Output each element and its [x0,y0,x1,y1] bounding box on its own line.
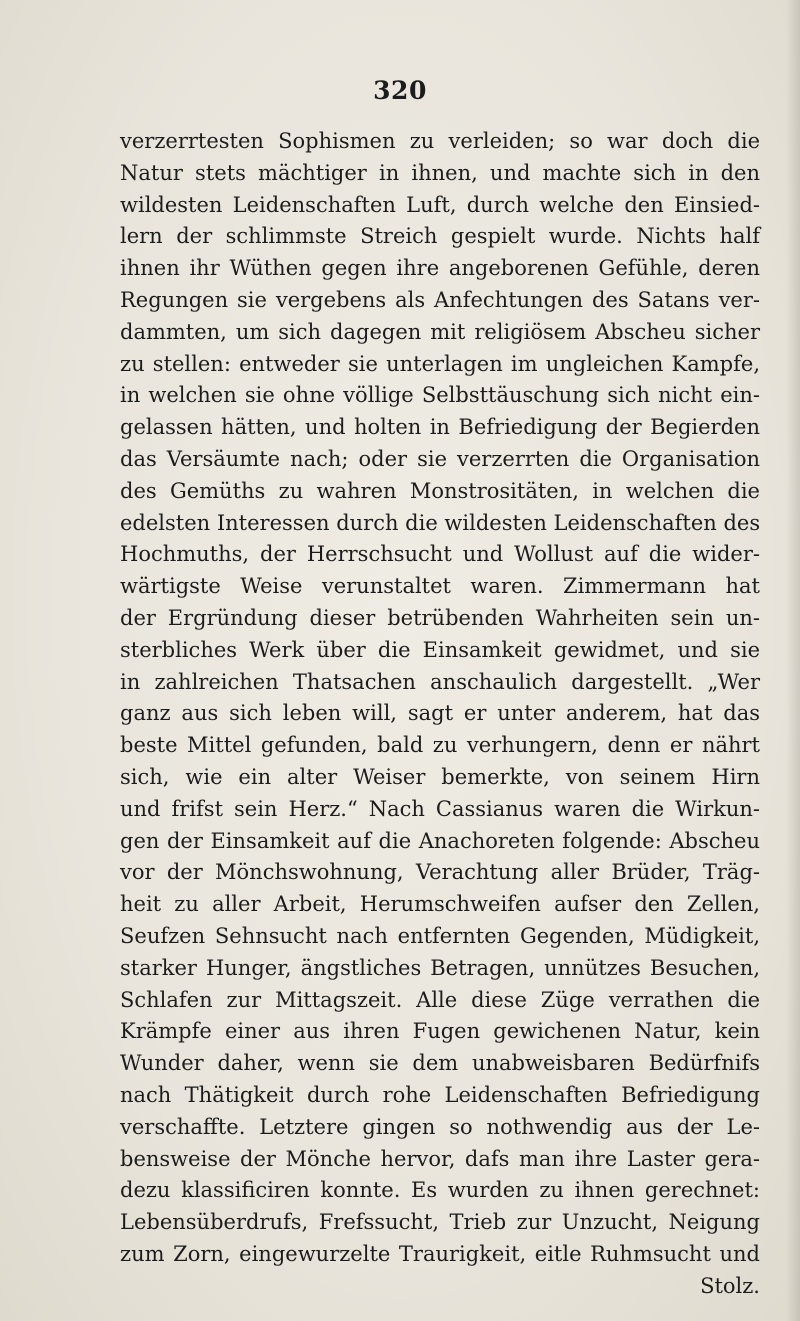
text-line: starker Hunger, ängstliches Betragen, unnützes Besuchen, [120,955,760,980]
text-line-last: Stolz. [700,1273,760,1298]
text-line: wildesten Leidenschaften Luft, durch welche den Einsied- [120,192,760,217]
text-line: Hochmuths, der Herrschsucht und Wollust auf die wider- [120,542,760,567]
text-line: nach Thätigkeit durch rohe Leidenschaften Befriedigung [120,1082,760,1107]
body-text [120,126,760,1302]
text-line: lern der schlimmste Streich gespielt wurde. Nichts half [120,224,760,249]
text-line: Seufzen Sehnsucht nach entfernten Gegenden, Müdigkeit, [120,923,760,948]
text-line: in zahlreichen Thatsachen anschaulich dargestellt. „Wer [120,669,760,694]
text-line: verzerrtesten Sophismen zu verleiden; so war doch die [120,129,760,153]
text-line: Natur stets mächtiger in ihnen, und machte sich in den [120,160,760,185]
text-line: Krämpfe einer aus ihren Fugen gewichenen Natur, kein [120,1019,760,1044]
text-line: ihnen ihr Wüthen gegen ihre angeborenen Gefühle, deren [120,256,760,281]
page-edge-shadow [786,0,800,1321]
text-line: sterbliches Werk über die Einsamkeit gewidmet, und sie [120,637,760,662]
text-line: zum Zorn, eingewurzelte Traurigkeit, eitle Ruhmsucht und [120,1241,760,1266]
text-line: Schlafen zur Mittagszeit. Alle diese Züge verrathen die [120,987,760,1012]
page-number: 320 [373,76,427,105]
text-line: heit zu aller Arbeit, Herumschweifen aufser den Zellen, [120,892,760,917]
text-line: Wunder daher, wenn sie dem unabweisbaren Bedürfnifs [120,1051,760,1076]
text-line: beste Mittel gefunden, bald zu verhungern, denn er nährt [120,733,760,758]
text-line: dammten, um sich dagegen mit religiösem Abscheu sicher [120,319,760,344]
text-line: der Ergründung dieser betrübenden Wahrheiten sein un- [120,605,760,630]
text-line: verschaffte. Letztere gingen so nothwendig aus der Le- [120,1114,760,1139]
text-line: zu stellen: entweder sie unterlagen im ungleichen Kampfe, [120,351,760,376]
text-line: gelassen hätten, und holten in Befriedigung der Begierden [120,415,760,440]
text-line: Lebensüberdrufs, Frefssucht, Trieb zur Unzucht, Neigung [120,1210,760,1235]
text-line: dezu klassificiren konnte. Es wurden zu ihnen gerechnet: [120,1178,760,1203]
text-line: des Gemüths zu wahren Monstrositäten, in welchen die [120,478,760,503]
text-line: bensweise der Mönche hervor, dafs man ihre Laster gera- [120,1146,760,1171]
text-line: edelsten Interessen durch die wildesten Leidenschaften des [120,510,761,535]
text-line: und frifst sein Herz.“ Nach Cassianus waren die Wirkun- [120,796,760,821]
text-line: vor der Mönchswohnung, Verachtung aller Brüder, Träg- [120,860,760,885]
text-line: Regungen sie vergebens als Anfechtungen des Satans ver- [120,287,760,312]
text-line: ganz aus sich leben will, sagt er unter anderem, hat das [120,701,760,726]
text-line: in welchen sie ohne völlige Selbsttäuschung sich nicht ein- [120,383,760,408]
text-line: wärtigste Weise verunstaltet waren. Zimmermann hat [120,574,760,599]
text-line: das Versäumte nach; oder sie verzerrten die Organisation [120,446,760,471]
text-line: gen der Einsamkeit auf die Anachoreten folgende: Abscheu [120,828,760,853]
text-line: sich, wie ein alter Weiser bemerkte, von seinem Hirn [120,764,760,789]
